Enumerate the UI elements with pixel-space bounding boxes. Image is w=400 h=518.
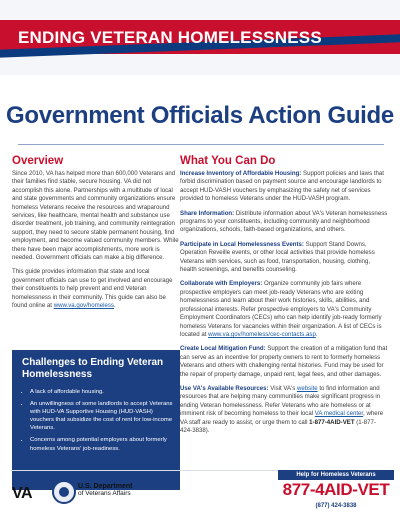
action-title: Participate in Local Homelessness Events: [180, 240, 304, 248]
hotline-number: 1-877-4AID-VET [309, 418, 355, 426]
action-title: Increase Inventory of Affordable Housing: [180, 170, 302, 177]
action-title: Use VA's Available Resources: [180, 384, 269, 392]
helpline-alt-number: (877) 424-3838 [315, 503, 357, 509]
action-text: to find information and resources that are helping many communities make significant progress in ending Veteran homelessness. Refer Veterans who are homeless or at imminent risk of becoming homeless to their local [180, 384, 381, 418]
action-text: Distribute information about VA's Veteran homelessness programs to your constituents, including community and neighborhood organizations, schools, faith-based organizations, and others. [180, 209, 388, 234]
action-text: Organize community job fairs where prospective employers can meet job-ready Veterans who are exiting homelessness and learn about their work histories, skills, abilities, and professional interests. Refer prospective employers to VA's Community Employment Coordinators (CECs) who can help identify job-ready formerly homeless Veterans for vacancies within their organization. A list of CECs is located at [180, 280, 382, 338]
challenges-list [12, 388, 180, 457]
va-website-link[interactable]: website [296, 384, 318, 392]
overview-paragraph-1: Since 2010, VA has helped more than 600,000 Veterans and their families find stable, secure housing. VA did not accomplish this alone. Partnerships with a multitude of local and state governments and community organizations ensure homeless Veterans receive the resources and wraparound services, like healthcare, mental health and substance use disorder treatment, job training, and community reintegration support, they need to secure stable permanent housing, find employment, and become valued community members. While there have been major accomplishments, more work is needed. Government officials can make a big difference. [12, 170, 179, 262]
challenges-heading: Challenges to Ending Veteran Homelessness [22, 357, 164, 380]
overview-paragraph-2-end: . [113, 302, 116, 310]
homeless-site-link[interactable]: www.va.gov/homeless [53, 302, 114, 310]
department-name [78, 483, 132, 498]
challenges-box [12, 350, 180, 490]
banner [0, 20, 400, 64]
hotline-alt-number: (1-877-424-3838). [180, 418, 376, 434]
page-title: Government Officials Action Guide [6, 102, 394, 129]
action-text: Support Stand Downs, Operation Reveille events, or other local activities that provide homeless Veterans with services, such as food, transportation, housing, clothing, health screenings, and benefits counseling. [180, 240, 375, 274]
action-title: Collaborate with Employers: [180, 280, 263, 288]
challenge-item: • Concerns among potential employers about formerly homeless Veterans' job-readiness. [30, 436, 174, 452]
action-text: Visit VA's [268, 384, 297, 392]
title-divider [18, 144, 384, 145]
overview-column [12, 170, 180, 317]
overview-paragraph-2 [12, 268, 180, 310]
action-share-information [180, 210, 388, 235]
helpline-label: Help for Homeless Veterans [278, 470, 394, 480]
va-logo: VA [12, 485, 33, 502]
va-medical-center-link[interactable]: VA medical center [314, 410, 364, 418]
action-local-events [180, 241, 388, 275]
action-mitigation-fund [180, 345, 388, 379]
action-title: Create Local Mitigation Fund: [180, 345, 266, 353]
actions-heading: What You Can Do [180, 155, 276, 167]
challenge-item: • An unwillingness of some landlords to accept Veterans with HUD-VA Supportive Housing (HUD-VASH) vouchers that subsidize the cost of rent for low-income Veterans. [30, 400, 174, 432]
action-text-end: . [315, 330, 318, 338]
department-line-2: of Veterans Affairs [78, 490, 131, 498]
cec-contacts-link[interactable]: www.va.gov/homeless/cec-contacts.asp [208, 330, 316, 338]
action-va-resources [180, 385, 388, 435]
overview-paragraph-2-text: This guide provides information that state and local government officials can use to get involved and encourage their constituents to help prevent and end Veteran homelessness in their community. This guide can also be found online at [12, 268, 173, 310]
action-text: , where VA staff are ready to assist, or urge them to call [180, 410, 384, 426]
challenge-item: • A lack of affordable housing. [30, 388, 174, 396]
action-collaborate-employers [180, 280, 388, 339]
overview-heading: Overview [12, 155, 64, 167]
helpline-logo [278, 470, 394, 514]
va-seal-icon [52, 480, 76, 504]
action-title: Share Information: [180, 209, 235, 217]
department-line-1: U.S. Department [78, 483, 133, 490]
action-affordable-housing [180, 170, 388, 204]
action-text: Support the creation of a mitigation fund that can serve as an incentive for property owners to rent to formerly homeless Veterans and others with challenging rental histories. Fund may be used for the repair of property damage, unpaid rent, legal fees, and other damages. [180, 345, 388, 378]
actions-column [180, 170, 388, 441]
helpline-number: 877-4AID-VET [282, 480, 390, 499]
banner-title: ENDING VETERAN HOMELESSNESS [18, 28, 322, 47]
action-text: Support policies and laws that forbid discrimination based on payment source and encourage landlords to accept HUD-VASH vouchers by emphasizing the safety net of services provided to homeless Veterans under the HUD-VASH program. [180, 170, 384, 203]
